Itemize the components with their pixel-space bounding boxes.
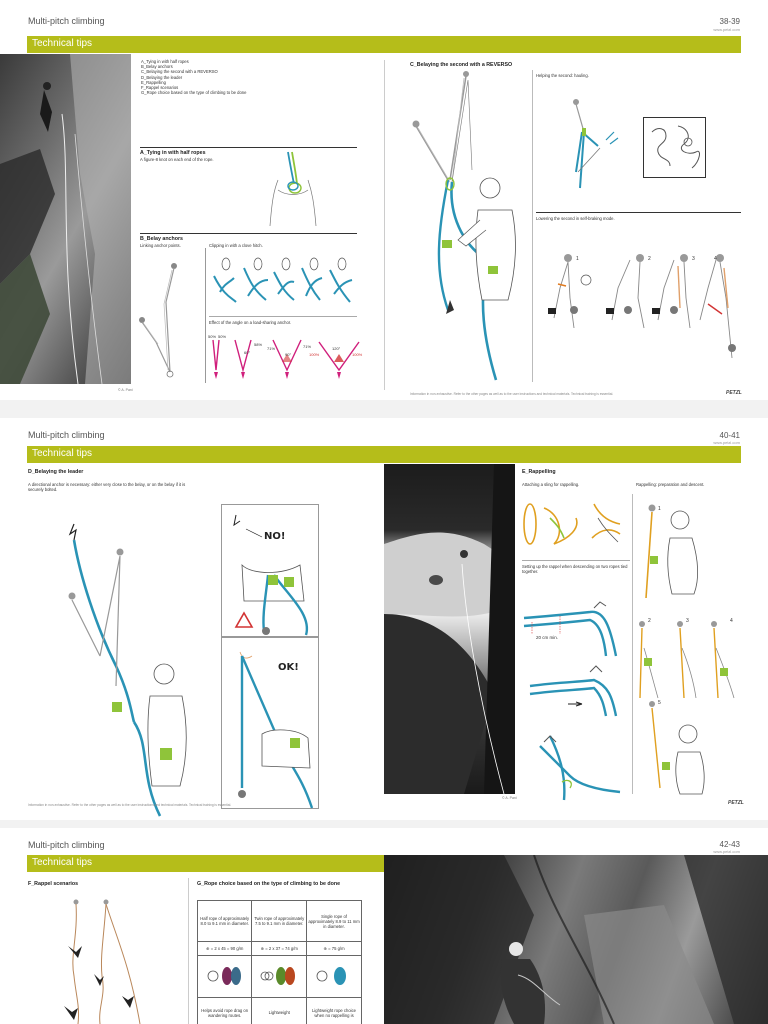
- no-label: NO!: [264, 531, 286, 542]
- section-b-text-angle: Effect of the angle on a load-sharing anchor.: [209, 320, 292, 325]
- toc-item[interactable]: F_Rappel scenarios: [141, 85, 179, 91]
- brand-logo: PETZL: [726, 390, 742, 396]
- twin-rope-coil-icon: [259, 964, 299, 988]
- sling-divider: [522, 560, 630, 561]
- section-e-text-sling: Attaching a sling for rappelling.: [522, 482, 580, 487]
- toc-item[interactable]: G_Rope choice based on the type of climbing to be done: [141, 90, 247, 96]
- technical-tips-band: [27, 36, 741, 53]
- step-number: 3: [686, 618, 689, 624]
- no-example-box: [221, 504, 319, 637]
- section-b-text-clove: Clipping in with a clove hitch.: [209, 243, 263, 248]
- band-label: Technical tips: [32, 857, 93, 868]
- rappel-scenarios-illustration: [40, 896, 170, 1024]
- table-use-single: Lightweight rope choice when no rappelling is: [307, 998, 362, 1024]
- photo-credit: © A. Pani: [502, 796, 517, 800]
- band-label: Technical tips: [32, 448, 93, 459]
- anchor-angle-diagram: [207, 330, 362, 386]
- section-c-divider: [532, 70, 533, 382]
- header-url: www.petzl.com: [713, 440, 740, 445]
- header-url: www.petzl.com: [713, 27, 740, 32]
- angle-label: 50%: [208, 334, 217, 339]
- angle-label: 50%: [218, 334, 227, 339]
- rappel-descent-sequence: [634, 498, 744, 794]
- band-label: Technical tips: [32, 38, 93, 49]
- section-e-text-descent: Rappelling: preparation and descent.: [636, 482, 705, 487]
- angle-label: 71%: [267, 346, 276, 351]
- angle-label: 100%: [309, 352, 320, 357]
- single-rope-coil-icon: [314, 964, 354, 988]
- half-rope-coil-icon: [205, 964, 245, 988]
- hauling-illustration: [566, 92, 634, 198]
- angle-divider: [209, 316, 357, 317]
- section-c-rule: [536, 212, 741, 213]
- reverso-belay-illustration: [408, 70, 536, 382]
- section-c-text-lowering: Lowering the second in self-braking mode.: [536, 216, 615, 221]
- table-weight-half: ⊕ = 2 x 45 = 90 g/m: [198, 942, 252, 956]
- toc-item[interactable]: C_Belaying the second with a REVERSO: [141, 69, 218, 75]
- rock-wall-illustration: [0, 54, 131, 384]
- harness-tie-in-illustration: [266, 150, 326, 228]
- section-a-rule: [140, 147, 357, 148]
- section-a-title: A_Tying in with half ropes: [140, 150, 206, 156]
- table-use-twin: Lightweight: [252, 998, 307, 1024]
- photo-credit: © A. Pani: [118, 388, 133, 392]
- section-f-divider: [188, 878, 189, 1024]
- section-c-text-hauling: Helping the second: hauling.: [536, 73, 589, 78]
- technical-tips-band: [27, 446, 741, 463]
- page-numbers: 42-43: [719, 840, 740, 849]
- table-use-half: Helps avoid rope drag on wandering routes.: [198, 998, 252, 1024]
- angle-value: 90°: [285, 352, 292, 357]
- toc-item[interactable]: E_Rappelling: [141, 79, 166, 85]
- footnote: Information in non-exhaustive. Refer to the other pages as well as to the user instructions and technical materials. Technical training is essential.: [28, 803, 232, 807]
- length-label: 20 cm min.: [536, 635, 559, 640]
- table-rope-image-twin: [252, 956, 307, 998]
- step-number: 5: [658, 700, 661, 706]
- section-g-title: G_Rope choice based on the type of climbing to be done: [197, 881, 341, 887]
- section-d-text: A directional anchor is necessary: either very close to the belay, or on the belay if it is securely bolted.: [28, 482, 186, 493]
- section-d-title: D_Belaying the leader: [28, 469, 84, 475]
- header-title: Multi-pitch climbing: [28, 16, 105, 26]
- header-title: Multi-pitch climbing: [28, 840, 105, 850]
- table-header-twin-rope: Twin rope of approximately 7.5 to 9.1 mm in diameter.: [252, 901, 307, 942]
- section-e-divider: [632, 494, 633, 794]
- page-numbers: 40-41: [719, 431, 740, 440]
- table-rope-image-single: [307, 956, 362, 998]
- section-f-title: F_Rappel scenarios: [28, 881, 79, 887]
- page-numbers: 38-39: [719, 17, 740, 26]
- header-url: www.petzl.com: [713, 849, 740, 854]
- header-title: Multi-pitch climbing: [28, 430, 105, 440]
- spread-42-43: [0, 828, 768, 1024]
- angle-label: 58%: [254, 342, 263, 347]
- step-number: 2: [648, 256, 651, 262]
- angle-label: 71%: [303, 344, 312, 349]
- section-b-divider: [205, 248, 206, 383]
- sling-attachment-illustration: [520, 498, 628, 552]
- step-number: 3: [692, 256, 695, 262]
- ok-label: OK!: [278, 662, 299, 673]
- step-number: 4: [714, 256, 717, 262]
- toc-list: [141, 59, 246, 95]
- step-number: 1: [658, 506, 661, 512]
- munter-knot-icon: [644, 118, 707, 179]
- granite-wall-illustration: [384, 855, 768, 1024]
- rock-formation-illustration: [384, 464, 515, 794]
- section-e-text-two-ropes: Setting up the rappel when descending on two ropes tied together.: [522, 564, 628, 575]
- section-a-text: A figure-8 knot on each end of the rope.: [140, 157, 214, 162]
- table-header-half-rope: Half rope of approximately 8.0 to 9.1 mm in diameter.: [198, 901, 252, 942]
- toc-item[interactable]: D_Belaying the leader: [141, 74, 183, 80]
- two-ropes-setup-illustration: [520, 586, 630, 806]
- gutter: [384, 60, 385, 390]
- step-number: 1: [576, 256, 579, 262]
- ok-example-box: [221, 637, 319, 809]
- table-weight-single: ⊕ = 75 g/m: [307, 942, 362, 956]
- brand-logo: PETZL: [728, 800, 744, 806]
- section-b-title: B_Belay anchors: [140, 236, 183, 242]
- section-c-title: C_Belaying the second with a REVERSO: [410, 62, 513, 68]
- anchor-linking-illustration: [136, 262, 184, 380]
- table-weight-twin: ⊕ = 2 x 37 = 74 g/m: [252, 942, 307, 956]
- table-rope-image-half: [198, 956, 252, 998]
- rappel-photo: [384, 464, 515, 794]
- section-e-title: E_Rappelling: [522, 469, 556, 475]
- section-b-text-linking: Linking anchor points.: [140, 243, 181, 248]
- belay-ledge-photo: [384, 855, 768, 1024]
- footnote: Information in non-exhaustive. Refer to the other pages as well as to the user instructions and technical materials. Technical training is essential.: [410, 392, 614, 396]
- clove-hitch-sequence: [210, 256, 358, 310]
- spread-38-39: [0, 0, 768, 400]
- no-example-illustration: [222, 505, 320, 638]
- climber-photo: [0, 54, 131, 384]
- angle-label: 100%: [352, 352, 363, 357]
- angle-value: 120°: [332, 346, 341, 351]
- knot-detail-box: [643, 117, 706, 178]
- section-b-rule: [140, 233, 357, 234]
- toc-item[interactable]: A_Tying in with half ropes: [141, 59, 189, 64]
- step-number: 4: [730, 618, 733, 624]
- step-number: 2: [648, 618, 651, 624]
- ok-example-illustration: [222, 638, 320, 810]
- lowering-sequence-illustration: [540, 248, 740, 360]
- leader-belay-illustration: [60, 516, 190, 816]
- table-header-single-rope: Single rope of approximately 8.9 to 11 mm in diameter.: [307, 901, 362, 942]
- spread-40-41: [0, 418, 768, 820]
- rope-choice-table: [197, 900, 362, 1024]
- toc-item[interactable]: B_Belay anchors: [141, 64, 173, 70]
- angle-value: 60°: [244, 350, 251, 355]
